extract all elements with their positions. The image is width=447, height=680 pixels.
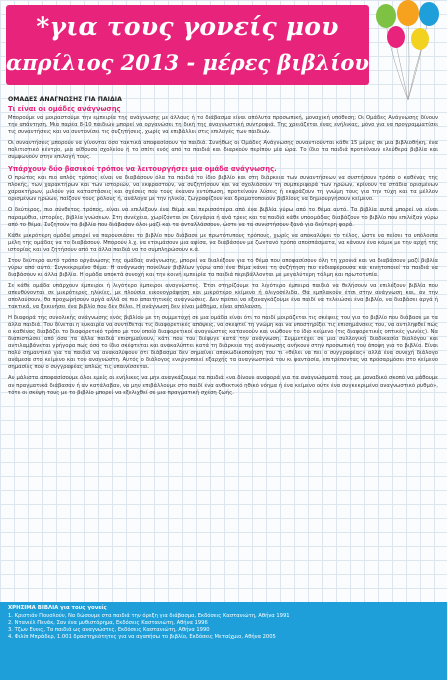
references-box — [0, 602, 447, 680]
reference-item: 3. Τζων Εννις, Τα παιδιά ως αναγνώστες, Εκδόσεις Καστανιώτη, Αθήνα 1990 — [8, 627, 210, 633]
paragraph-3: Ο πρώτος και πιο απλός τρόπος είναι να διαβάσουν όλα τα παιδιά το ίδιο βιβλίο και στη διάρκεια των συναντήσεων να συστήσουν τρόπο ο καθένας της πλοκής, των χαρακτήρων και των ιστοριών, να εκφραστούν, να συζητήσουν και να σχολιάσουν τη συμπεριφορά των ηρώων, κρίνουν τα στάδια ορισμένων χαρακτήρων, μιλούν για καταστάσεις και σχέσεις που τους έκαναν εντύπωση, προτείνουν λύσεις ή εκφράζουν τη γνώμη τους για την τύχη και τα μέλλον ορισμένων ηρώων, παίζουν τους ρόλους ή, ανάλογα με την ηλικία, ζωγραφίζουν και δραματοποιούν βιβλίους να δημιουργήσουν κείμενο. — [8, 175, 438, 203]
paragraph-1: Μπορούμε να μοιραστούμε την εμπειρία της ανάγνωσης με άλλους ή το διάβασμα είναι απόλυτα προσωπική, μοναχική υπόθεση; Οι Ομάδες Ανάγνωσης δίνουν την απάντηση. Μια παρέα 8-10 παιδιών μπορεί να οργανώσει τη δική της αναγνωστική συντροφιά. Της χρειάζεται ένας ενήλικας, μόνο για να προγραμματίσει τις συναντήσεις και να συντονίσει τις συζητήσεις, χωρίς να επιβάλλει στις επιλογές των παιδιών. — [8, 115, 438, 136]
reference-item: 1. Κριστιάν Πουσλούν, Να δώσουμε στα παιδιά την όρεξη για διάβασμα, Εκδόσεις Καστανιώτη, Αθήνα 1991 — [8, 613, 290, 619]
paragraph-9: Αν μάλιστα αποφασίσουμε όλοι εμείς οι ενήλικες να μην αναγκάζουμε τα παιδιά «να δίνουν αναφορά για τα αναγνώσματά τους με μοναδικό σκοπό να μάθουμε αν πραγματικά διάβασαν ή αν κατάλαβαν, να μην επιβάλλουμε στο παιδί ένα ανθεκτικό ηθικό νόημα ή ένα κείμενο ούτε ένα συγκεκριμένο αναγνωστικό ρυθμό», τότε οι σκέψη τους με το βιβλίο μπορεί να εξελιχθεί σε μια πραγματική σχέση ζωής. — [8, 375, 438, 396]
subheading-what-are: Τι είναι οι ομάδες ανάγνωσης — [8, 105, 121, 113]
article — [8, 96, 438, 401]
paragraph-6: Στον δεύτερο αυτό τρόπο οργάνωσης της ομάδας ανάγνωσης, μπορεί να διαλέξουν για το θέμα που αποφασίσουν όλη τη χρονιά και να διαβάσουν μαζί βιβλία γύρω από αυτό. Συγκεκριμένο θέμα. Η ανάγνωση ποικίλων βιβλίων γύρω από ένα θέμα κάνει τη συζήτηση πιο ενδιαφέρουσα και κινητοποιεί τα παιδιά να διαβάσουν κι άλλα βιβλία. Η ομάδα αποκτά συνοχή και την κοινή εμπειρία τα παιδιά περιβάλλονται με μεγαλύτερη τόλμη και πρωτοτυπία. — [8, 257, 438, 278]
paragraph-5: Κάθε μικρότερη ομάδα μπορεί να παρουσιάσει το βιβλίο που διάβασε με πρωτότυπους τρόπους, χωρίς να αποκαλύψει το τέλος, ώστε να πείσει τα υπόλοιπα μέλη της ομάδας να το διαβάσουν. Μπορούν λ.χ. να ετοιμάσουν μια αφίσα, να διαβάσουν με ζωντανό τρόπο αποσπάσματα, να κάνουν ένα κόμικ με την αρχή της ιστορίας και να ζητήσουν από τα άλλα παιδιά να το συμπληρώσουν κ.ά. — [8, 232, 438, 253]
references-list — [8, 613, 290, 641]
references-title: ΧΡΗΣΙΜΑ ΒΙΒΛΙΑ για τους γονείς — [8, 605, 107, 611]
reference-item: 2. Ντανιέλ Πενάκ, Σαν ένα μυθιστόρημα, Εκδόσεις Καστανιώτη, Αθήνα 1996 — [8, 620, 208, 626]
section-title: ΟΜΑΔΕΣ ΑΝΑΓΝΩΣΗΣ ΓΙΑ ΠΑΙΔΙΑ — [8, 96, 122, 103]
paragraph-4: Ο δεύτερος, πιο σύνθετος τρόπος, είναι να επιλέξουν ένα θέμα και περισσότερα από ένα βιβλία γύρω από το θέμα αυτό. Τα βιβλία αυτά μπορεί να είναι παραμύθια, ιστορίες, βιβλία γνώσεων. Στη συνέχεια, χωρίζονται σε ζευγάρια ή ανά τρεις και τα παιδιά κάθε υποομάδας διαβάζουν το βιβλίο που επιλέξαν γύρω από το θέμα. Συζητούν τα βιβλία που διάβασαν όλοι μαζί και τα ανταλλάσσουν, ώστε να τα συνιστήσουν ξανά για δεύτερη φορά. — [8, 207, 438, 228]
banner-title-line2: απρίλιος 2013 - μέρες βιβλίου — [6, 50, 369, 75]
reference-item: 4. Φιλίπ Μπράδερ, 1.001 δραστηριότητες για να αγαπήσω το βιβλίο, Εκδόσεις Μεταίχμιο, Αθήνα 2005 — [8, 634, 276, 640]
balloons-illustration — [368, 0, 447, 110]
subheading-two-ways: Υπάρχουν δύο βασικοί τρόποι να λειτουργήσει μια ομάδα ανάγνωσης. — [8, 165, 277, 174]
paragraph-2: Οι συναντήσεις μπορούν να γίνονται όσο τακτικά αποφασίσουν τα παιδιά. Συνήθως οι Ομάδες Ανάγνωσης συναντιούνται κάθε 15 μέρες σε μια βιβλιοθήκη, ένα πολιτιστικό κέντρο, μια αίθουσα σχολείου ή το σπίτι ενός από τα παιδιά και διαρκούν περίπου μία ώρα. Το ίδιο τα παιδιά προτείνουν ελεύθερα βιβλία και συμφωνούν στην επιλογή τους. — [8, 140, 438, 161]
paragraph-8: Η διαφορά της συνολικής ανάγνωσης ενός βιβλίου με τη συμμετοχή σε μια ομάδα είναι ότι το παιδί μοιράζεται τις σκέψεις του για το βιβλίο που διάβασε με τα άλλα παιδιά. Του δίνεται η ευκαιρία να συντίθεται τις διαφορετικές απόψεις, να σκεφτεί τη γνώμη και να υποστηρίξει τις επισημάνσεις του, να αντιληφθεί πώς ο καθένας διαβάζει το διαφορετικό τρόπο με τον οποίο διαφορετικοί αναγνώστες κατανοούν και νιώθουν το ίδιο κείμενο (τις διαφορετικές οπτικές γωνίες). Να διαπιστώσει από όσα τα άλλα παιδιά επισημαίνουν, κάτι που του διέφυγε κατά την ανάγνωση. Συμμετέχει σε μια συλλογική διαδικασία διαλόγου και αντιλαμβάνεται γρήγορα πως όσο το ίδιο σκέφτεται και ανακαλύπτει κατά τη διάρκεια της ανάγνωσης ανήκουν στην προσωπική του άποψη για το βιβλίο. Είναι πολύ σημαντικό για τα παιδιά να ανακαλύψουν ότι διάβασμα δεν σημαίνει αποκωδικοποίηση του τι «θέλει να πει ο συγγραφέας» αλλά ένα συνεχή διάλογο ανάμεσα στο κείμενο και τον αναγνώστη. Αυτός ο διάλογος ενεργοποιεί εξαρχής τα αναγνωστικά του κι φαντασία, επιτρέποντας να προσαρμόσει στο κείμενο σημασίες που ο συγγραφέας απλώς τις υπαινίσσεται. — [8, 315, 438, 371]
title-banner — [6, 5, 369, 85]
paragraph-7: Σε κάθε ομάδα υπάρχουν έμπειροι ή λιγότερο έμπειροι αναγνώστες. Έτσι στηρίζουμε τα λιγότερο έμπειρα παιδιά να θελήσουν να επιλέξουν βιβλία που απευθύνονται σε μικρότερες ηλικίες, με πλούσια εικονογράφηση και μικρότερο κείμενο ή ολιγοσέλιδα. Θα εμπλακούν έτσι στην ανάγνωση και, αν την απολαύσουν, θα προχωρήσουν αργά αλλά σε πιο απαιτητικές αναγνώσεις. Δεν πρέπει να εξαναγκάζουμε ένα παιδί να τελειώσει ένα βιβλίο, να διαβάσει αργά ή τακτικά, να ξεκινήσει ένα βιβλίο που δεν θέλει. Η ανάγνωση δεν είναι μάθημα, είναι απόλαυση. — [8, 282, 438, 311]
banner-title-line1: *για τους γονείς μου — [36, 12, 339, 41]
